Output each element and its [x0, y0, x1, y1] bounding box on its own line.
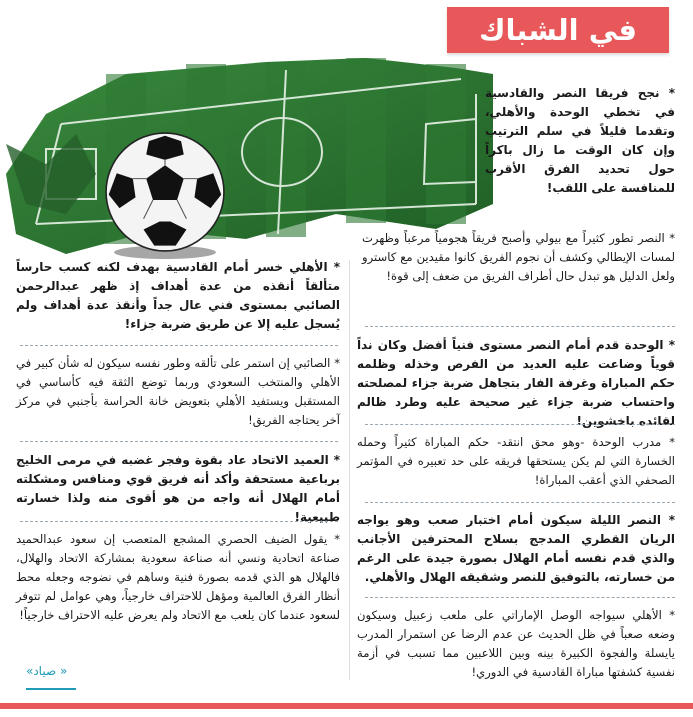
right-column-block	[357, 336, 675, 427]
column-divider	[349, 260, 350, 680]
paragraph: * النصر الليلة سيكون أمام اختبار صعب وهو يواجه الريان القطري المدجج بسلاح المحترفين الأجانب والذي قدم نفسه أمام الهلال بصورة جيدة على الرغم من خسارته، بالتوفيق للنصر وشقيقه الهلال والأهلي.	[357, 513, 675, 584]
paragraph: * العميد الاتحاد عاد بقوة وفجر غضبه في مرمى الخليج برباعية مستحقة وأكد أنه فريق قوي ومنافس ومشكلته أمام الهلال أنه واجه من هو أقوى منه ولذا خسارته طبيعية!	[16, 453, 340, 524]
paragraph: * مدرب الوحدة -وهو محق انتقد- حكم المباراة كثيراً وحمله الخسارة التي لم يكن يستحقها فريقه على حد تعبيره في المؤتمر الصحفي الذي أعقب المباراة!	[357, 435, 675, 487]
dashed-separator	[20, 441, 338, 443]
right-column-block	[357, 433, 675, 502]
paragraph: * الصائبي إن استمر على تألقه وطور نفسه سيكون له شأن كبير في الأهلي والمنتخب السعودي وربما توضع الثقة فيه كأساسي في المستقبل ويستفيد الأهلي بتعويض خانة الحراسة بأجنبي في مركز آخر يحتاجه الفريق!	[16, 356, 340, 427]
signature-underline	[26, 688, 76, 690]
left-column-block	[16, 258, 340, 347]
left-column-block	[16, 530, 340, 659]
right-column	[362, 229, 675, 330]
dashed-separator	[365, 424, 675, 426]
dashed-separator	[365, 326, 675, 328]
section-header	[447, 7, 669, 53]
dashed-separator	[365, 597, 675, 599]
dashed-separator	[20, 521, 338, 523]
soccer-ball-icon	[98, 125, 232, 259]
right-column-block	[357, 606, 675, 695]
dashed-separator	[20, 345, 338, 347]
left-column-block	[16, 451, 340, 522]
paragraph: * الأهلي خسر أمام القادسية بهدف لكنه كسب حارساً متألقاً أنقذه من عدة أهداف إذ ظهر عبدالرحمن الصائبي بمستوى فني عال جداً وأنقذ عدة أهداف ولم يُسجل عليه إلا عن طريق ضربة جزاء!	[16, 260, 340, 331]
intro-paragraph: * نجح فريقا النصر والقادسية في تخطي الوحدة والأهلي، وتقدما قليلاً في سلم الترتيب وإن كان الوقت ما زال باكراً حول تحديد الفرق الأقرب للمنافسة على اللقب!	[485, 86, 675, 195]
paragraph: * الأهلي سيواجه الوصل الإماراتي على ملعب زعبيل وسيكون وضعه صعباً في ظل الحديث عن عدم الرضا عن استمرار المدرب يايسلة والفجوة الكبيرة بينه وبين اللاعبين مما تسبب في أزمة نفسية كشفتها مباراة القادسية في الدوري!	[357, 608, 675, 679]
paragraph: * الوحدة قدم أمام النصر مستوى فنياً أفضل وكان نداً قوياً وضاعت عليه العديد من الفرص وخذله وظلمه حكم المباراة وغرفة الفار بتجاهل ضربة جزاء لمصلحته واحتساب ضربة جزاء غير صحيحة عليه وطرد ظالم لقائده باخشوين!	[357, 338, 675, 428]
right-column-block	[357, 511, 675, 600]
bottom-accent-bar	[0, 703, 693, 709]
paragraph: * يقول الضيف الحصري المشجع المتعصب إن سعود عبدالحميد صناعة اتحادية ونسي أنه صناعة سعودية بمشاركة الاتحاد والهلال، فالهلال هو الذي قدمه بصورة فنية وساهم في نضوجه وجعله محط أنظار الفرق العالمية ومؤهل للاحتراف خارجياً، وهي عوامل لم تتوفر لسعود عندما كان يلعب مع الاتحاد ولم يعرض عليه الاحتراف خارجياً!	[16, 532, 340, 622]
author-signature: « صياد»	[26, 664, 68, 678]
left-column-block	[16, 354, 340, 443]
section-title: في الشباك	[478, 13, 638, 47]
paragraph: * النصر تطور كثيراً مع بيولي وأصبح فريقاً هجومياً مرعباً وظهرت لمسات الإيطالي وكشف أن نجوم الفريق كانوا مقيدين مع كاسترو ولعل الدليل هو تبدل حال أطراف الفريق من ضعف إلى قوة!	[362, 231, 675, 283]
dashed-separator	[365, 502, 675, 504]
